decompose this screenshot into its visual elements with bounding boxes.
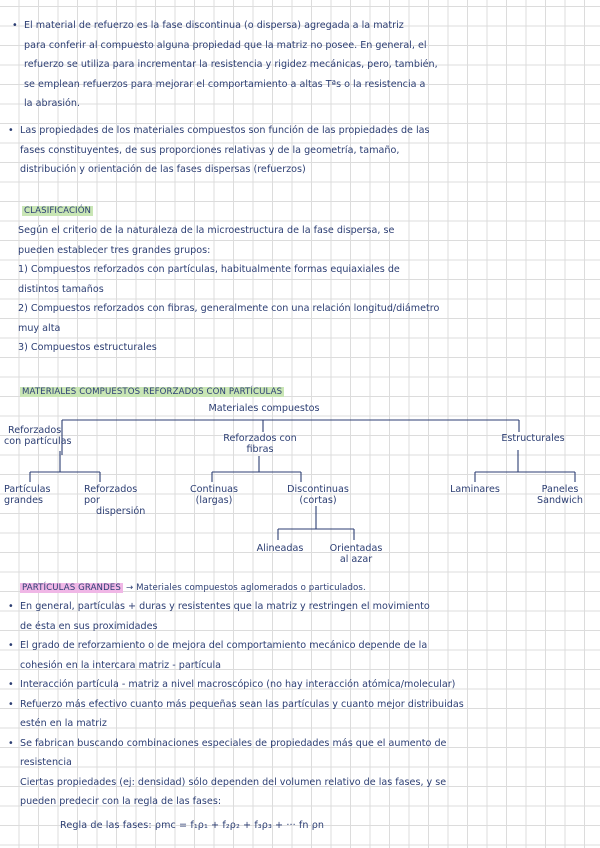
text-line: refuerzo se utiliza para incrementar la resistencia y rigidez mecánicas, pero, también, xyxy=(24,59,438,70)
text-line: pueden establecer tres grandes grupos: xyxy=(18,244,211,256)
text-line: Ciertas propiedades (ej: densidad) sólo dependen del volumen relativo de las fases, y se xyxy=(20,776,447,788)
bullet-line: resistencia xyxy=(20,757,72,768)
tree-node-laminares: Laminares xyxy=(450,484,500,495)
text-line: fases constituyentes, de sus proporciones relativas y de la geometría, tamaño, xyxy=(20,144,400,156)
tree-node-alineadas: Alineadas xyxy=(256,543,304,554)
bullet-line: • En general, partículas + duras y resistentes que la matriz y restringen el movimiento xyxy=(8,601,430,612)
bullet-line: estén en la matriz xyxy=(20,718,107,729)
text-line: • El material de refuerzo es la fase discontinua (o dispersa) agregada a la matriz xyxy=(12,20,404,31)
clasificacion-list xyxy=(18,221,439,358)
heading-particulas-grandes: PARTÍCULAS GRANDES → Materiales compuestos aglomerados o particulados. xyxy=(22,583,366,593)
heading-materiales-reforzados: MATERIALES COMPUESTOS REFORZADOS CON PARTÍCULAS xyxy=(22,387,283,397)
paragraph-propiedades xyxy=(8,121,430,180)
text-line: pueden predecir con la regla de las fases: xyxy=(20,796,222,807)
text-line: 3) Compuestos estructurales xyxy=(18,342,157,353)
tree-node-orientadas: Orientadas al azar xyxy=(329,543,383,565)
text-line: distintos tamaños xyxy=(18,283,104,295)
text-line: • Las propiedades de los materiales compuestos son función de las propiedades de las xyxy=(8,125,430,136)
formula-regla-fases: Regla de las fases: ρmc = f₁ρ₁ + f₂ρ₂ + f₃ρ₃ + ··· fn ρn xyxy=(60,820,325,831)
bullet-line: • El grado de reforzamiento o de mejora del comportamiento mecánico depende de la xyxy=(8,640,428,651)
paragraph-refuerzo xyxy=(12,16,438,114)
text-line: se emplean refuerzos para mejorar el comportamiento a altas Tªs o la resistencia a xyxy=(24,78,426,90)
text-line: 1) Compuestos reforzados con partículas, habitualmente formas equiaxiales de xyxy=(18,264,400,275)
bullet-line: • Interacción partícula - matriz a nivel macroscópico (no hay interacción atómica/molecular) xyxy=(8,679,456,690)
tree-node-estructurales: Estructurales xyxy=(501,433,565,444)
tree-node-dispersion: Reforzados por dispersión xyxy=(84,484,146,517)
bullet-line: • Se fabrican buscando combinaciones especiales de propiedades más que el aumento de xyxy=(8,737,447,749)
bullet-line: de ésta en sus proximidades xyxy=(20,620,158,632)
tree-node-root: Materiales compuestos xyxy=(208,403,320,414)
tree-node-paneles: Paneles Sandwich xyxy=(536,484,583,506)
tree-node-grandes: Partículas grandes xyxy=(4,484,51,506)
tree-node-particulas: Reforzados con partículas xyxy=(4,425,72,447)
particulas-grandes-notes xyxy=(8,597,464,812)
tree-node-continuas: Continuas (largas) xyxy=(189,484,239,506)
text-line: para conferir al compuesto alguna propiedad que la matriz no posee. En general, el xyxy=(24,39,427,51)
text-line: 2) Compuestos reforzados con fibras, generalmente con una relación longitud/diámetro xyxy=(18,303,440,314)
text-line: Según el criterio de la naturaleza de la microestructura de la fase dispersa, se xyxy=(18,225,395,236)
bullet-line: cohesión en la intercara matriz - partícula xyxy=(20,659,222,671)
tree-node-fibras: Reforzados con fibras xyxy=(223,433,297,455)
tree-node-discontinuas: Discontinuas (cortas) xyxy=(287,484,349,506)
bullet-line: • Refuerzo más efectivo cuanto más pequeñas sean las partículas y cuanto mejor distribuidas xyxy=(8,698,464,710)
text-line: la abrasión. xyxy=(24,98,81,109)
text-line: distribución y orientación de las fases dispersas (refuerzos) xyxy=(20,164,306,175)
heading-clasificacion: CLASIFICACIÓN xyxy=(24,206,92,216)
text-line: muy alta xyxy=(18,322,61,334)
